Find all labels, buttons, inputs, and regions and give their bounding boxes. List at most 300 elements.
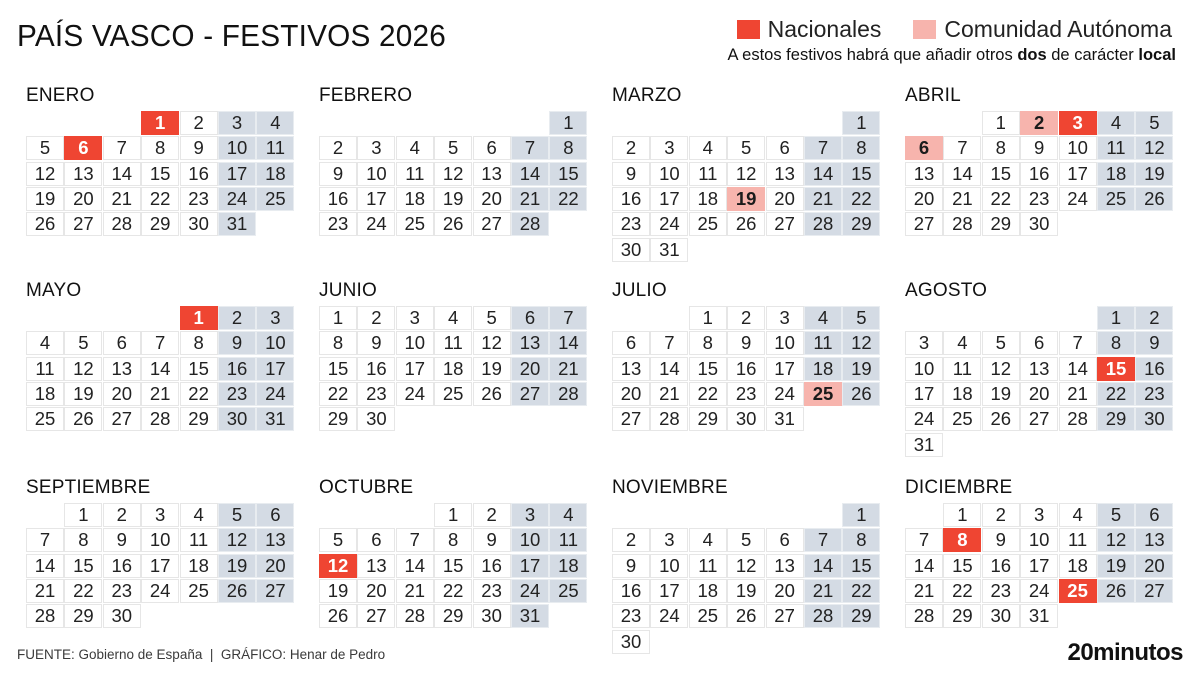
day-cell: 26 <box>982 407 1020 431</box>
month-name: ENERO <box>26 85 95 106</box>
day-cell: 8 <box>141 136 179 160</box>
day-cell: 14 <box>103 162 141 186</box>
day-cell: 12 <box>434 162 472 186</box>
day-cell: 7 <box>905 528 943 552</box>
day-cell: 9 <box>103 528 141 552</box>
day-cell: 6 <box>1020 331 1058 355</box>
day-cell: 3 <box>141 503 179 527</box>
legend-regional-label: Comunidad Autónoma <box>944 16 1172 42</box>
day-cell: 17 <box>650 579 688 603</box>
day-cell: 13 <box>766 162 804 186</box>
weekend-day: 31 <box>511 604 549 628</box>
day-cell: 8 <box>64 528 102 552</box>
day-cell: 2 <box>473 503 511 527</box>
day-cell: 5 <box>434 136 472 160</box>
weekend-day: 13 <box>256 528 294 552</box>
day-cell: 31 <box>650 238 688 262</box>
month-name: NOVIEMBRE <box>612 477 728 498</box>
day-cell: 16 <box>612 187 650 211</box>
day-cell: 30 <box>612 238 650 262</box>
day-cell: 7 <box>141 331 179 355</box>
weekend-day: 15 <box>549 162 587 186</box>
day-cell: 4 <box>26 331 64 355</box>
day-cell: 23 <box>319 212 357 236</box>
weekend-day: 21 <box>549 357 587 381</box>
weekend-day: 8 <box>842 528 880 552</box>
day-cell: 22 <box>141 187 179 211</box>
national-holiday-day: 8 <box>943 528 981 552</box>
day-cell: 17 <box>766 357 804 381</box>
day-cell: 22 <box>434 579 472 603</box>
day-cell: 28 <box>26 604 64 628</box>
day-cell: 20 <box>64 187 102 211</box>
day-cell: 14 <box>396 554 434 578</box>
weekend-day: 19 <box>1135 162 1173 186</box>
day-cell: 14 <box>905 554 943 578</box>
legend-national <box>737 16 882 43</box>
day-cell: 5 <box>727 136 765 160</box>
day-cell: 4 <box>1059 503 1097 527</box>
day-cell: 3 <box>1020 503 1058 527</box>
weekend-day: 5 <box>218 503 256 527</box>
day-cell: 16 <box>727 357 765 381</box>
day-cell: 5 <box>473 306 511 330</box>
day-cell: 8 <box>434 528 472 552</box>
day-cell: 15 <box>943 554 981 578</box>
weekend-day: 17 <box>511 554 549 578</box>
day-cell: 19 <box>434 187 472 211</box>
weekend-day: 14 <box>804 554 842 578</box>
weekend-day: 12 <box>1135 136 1173 160</box>
day-cell: 20 <box>103 382 141 406</box>
weekend-day: 21 <box>804 187 842 211</box>
day-cell: 15 <box>689 357 727 381</box>
weekend-day: 20 <box>256 554 294 578</box>
day-cell: 19 <box>727 579 765 603</box>
day-cell: 9 <box>1020 136 1058 160</box>
weekend-day: 11 <box>804 331 842 355</box>
day-cell: 17 <box>396 357 434 381</box>
day-cell: 19 <box>26 187 64 211</box>
day-cell: 24 <box>1059 187 1097 211</box>
day-cell: 11 <box>434 331 472 355</box>
day-cell: 24 <box>1020 579 1058 603</box>
day-cell: 14 <box>650 357 688 381</box>
day-cell: 5 <box>64 331 102 355</box>
weekend-day: 25 <box>1097 187 1135 211</box>
day-cell: 29 <box>982 212 1020 236</box>
month-name: ABRIL <box>905 85 961 106</box>
day-cell: 29 <box>64 604 102 628</box>
weekend-day: 15 <box>842 554 880 578</box>
day-cell: 23 <box>982 579 1020 603</box>
day-cell: 12 <box>26 162 64 186</box>
day-cell: 17 <box>650 187 688 211</box>
weekend-day: 27 <box>256 579 294 603</box>
note-prefix: A estos festivos habrá que añadir otros <box>727 46 1018 64</box>
day-cell: 2 <box>612 136 650 160</box>
weekend-day: 1 <box>1097 306 1135 330</box>
day-cell: 15 <box>180 357 218 381</box>
day-cell: 7 <box>943 136 981 160</box>
weekend-day: 2 <box>1135 306 1173 330</box>
day-cell: 15 <box>64 554 102 578</box>
weekend-day: 14 <box>511 162 549 186</box>
day-cell: 11 <box>180 528 218 552</box>
day-cell: 2 <box>103 503 141 527</box>
day-cell: 13 <box>612 357 650 381</box>
day-cell: 21 <box>141 382 179 406</box>
month-name: JULIO <box>612 280 667 301</box>
weekend-day: 19 <box>218 554 256 578</box>
day-cell: 1 <box>64 503 102 527</box>
day-cell: 3 <box>650 136 688 160</box>
day-cell: 15 <box>982 162 1020 186</box>
day-cell: 18 <box>943 382 981 406</box>
day-cell: 30 <box>357 407 395 431</box>
day-cell: 18 <box>1059 554 1097 578</box>
day-cell: 26 <box>727 604 765 628</box>
day-cell: 25 <box>689 604 727 628</box>
day-cell: 22 <box>943 579 981 603</box>
day-cell: 27 <box>905 212 943 236</box>
day-cell: 29 <box>319 407 357 431</box>
day-cell: 24 <box>396 382 434 406</box>
day-cell: 22 <box>64 579 102 603</box>
weekend-day: 17 <box>218 162 256 186</box>
day-cell: 10 <box>905 357 943 381</box>
day-cell: 21 <box>103 187 141 211</box>
weekend-day: 4 <box>1097 111 1135 135</box>
note-bold-count: dos <box>1017 46 1047 64</box>
day-cell: 29 <box>141 212 179 236</box>
weekend-day: 18 <box>256 162 294 186</box>
day-cell: 17 <box>357 187 395 211</box>
day-cell: 20 <box>1020 382 1058 406</box>
day-cell: 7 <box>396 528 434 552</box>
brand-logo: 20minutos <box>1067 639 1183 666</box>
day-cell: 28 <box>905 604 943 628</box>
day-cell: 12 <box>64 357 102 381</box>
day-cell: 12 <box>727 162 765 186</box>
day-cell: 29 <box>180 407 218 431</box>
day-cell: 25 <box>689 212 727 236</box>
weekend-day: 17 <box>256 357 294 381</box>
day-cell: 12 <box>727 554 765 578</box>
weekend-day: 20 <box>511 357 549 381</box>
weekend-day: 28 <box>511 212 549 236</box>
day-cell: 17 <box>1020 554 1058 578</box>
day-cell: 11 <box>1059 528 1097 552</box>
regional-holiday-day: 19 <box>727 187 765 211</box>
weekend-day: 30 <box>1135 407 1173 431</box>
month-name: AGOSTO <box>905 280 988 301</box>
day-cell: 23 <box>180 187 218 211</box>
day-cell: 16 <box>1020 162 1058 186</box>
day-cell: 26 <box>319 604 357 628</box>
day-cell: 5 <box>319 528 357 552</box>
day-cell: 30 <box>727 407 765 431</box>
weekend-day: 4 <box>549 503 587 527</box>
weekend-day: 8 <box>842 136 880 160</box>
weekend-day: 16 <box>218 357 256 381</box>
day-cell: 3 <box>357 136 395 160</box>
day-cell: 9 <box>180 136 218 160</box>
day-cell: 17 <box>1059 162 1097 186</box>
day-cell: 19 <box>64 382 102 406</box>
day-cell: 6 <box>612 331 650 355</box>
day-cell: 20 <box>473 187 511 211</box>
day-cell: 22 <box>319 382 357 406</box>
national-holiday-day: 25 <box>1059 579 1097 603</box>
weekend-day: 11 <box>549 528 587 552</box>
weekend-day: 22 <box>549 187 587 211</box>
weekend-day: 15 <box>842 162 880 186</box>
weekend-day: 23 <box>1135 382 1173 406</box>
weekend-day: 13 <box>511 331 549 355</box>
weekend-day: 6 <box>256 503 294 527</box>
day-cell: 19 <box>473 357 511 381</box>
day-cell: 11 <box>396 162 434 186</box>
day-cell: 2 <box>357 306 395 330</box>
weekend-day: 12 <box>842 331 880 355</box>
source-credit: FUENTE: Gobierno de España | GRÁFICO: Henar de Pedro <box>17 647 386 662</box>
day-cell: 11 <box>689 554 727 578</box>
day-cell: 13 <box>1020 357 1058 381</box>
weekend-day: 18 <box>549 554 587 578</box>
day-cell: 26 <box>64 407 102 431</box>
month-name: JUNIO <box>319 280 377 301</box>
weekend-day: 12 <box>1097 528 1135 552</box>
day-cell: 27 <box>64 212 102 236</box>
day-cell: 27 <box>612 407 650 431</box>
day-cell: 6 <box>473 136 511 160</box>
day-cell: 11 <box>26 357 64 381</box>
weekend-day: 28 <box>804 604 842 628</box>
weekend-day: 23 <box>218 382 256 406</box>
weekend-day: 1 <box>842 503 880 527</box>
month-name: FEBRERO <box>319 85 413 106</box>
day-cell: 20 <box>766 187 804 211</box>
month-name: MAYO <box>26 280 82 301</box>
day-cell: 13 <box>473 162 511 186</box>
weekend-day: 27 <box>1135 579 1173 603</box>
weekend-day: 24 <box>256 382 294 406</box>
weekend-day: 27 <box>511 382 549 406</box>
national-holiday-day: 6 <box>64 136 102 160</box>
weekend-day: 19 <box>1097 554 1135 578</box>
day-cell: 10 <box>357 162 395 186</box>
day-cell: 15 <box>319 357 357 381</box>
day-cell: 9 <box>982 528 1020 552</box>
day-cell: 24 <box>650 212 688 236</box>
day-cell: 22 <box>689 382 727 406</box>
day-cell: 17 <box>141 554 179 578</box>
day-cell: 25 <box>943 407 981 431</box>
regional-swatch <box>913 20 936 39</box>
legend-regional <box>913 16 1172 43</box>
weekend-day: 3 <box>218 111 256 135</box>
month-name: SEPTIEMBRE <box>26 477 151 498</box>
day-cell: 31 <box>1020 604 1058 628</box>
day-cell: 21 <box>396 579 434 603</box>
legend-national-label: Nacionales <box>767 16 882 42</box>
day-cell: 16 <box>612 579 650 603</box>
day-cell: 14 <box>141 357 179 381</box>
day-cell: 3 <box>766 306 804 330</box>
day-cell: 5 <box>727 528 765 552</box>
national-swatch <box>737 20 760 39</box>
day-cell: 27 <box>103 407 141 431</box>
weekend-day: 29 <box>842 212 880 236</box>
day-cell: 4 <box>943 331 981 355</box>
day-cell: 21 <box>943 187 981 211</box>
day-cell: 13 <box>64 162 102 186</box>
day-cell: 24 <box>357 212 395 236</box>
weekend-day: 22 <box>842 579 880 603</box>
weekend-day: 16 <box>1135 357 1173 381</box>
weekend-day: 2 <box>218 306 256 330</box>
regional-holiday-day: 2 <box>1020 111 1058 135</box>
day-cell: 10 <box>650 162 688 186</box>
day-cell: 16 <box>180 162 218 186</box>
day-cell: 27 <box>766 604 804 628</box>
day-cell: 29 <box>434 604 472 628</box>
day-cell: 8 <box>689 331 727 355</box>
day-cell: 29 <box>943 604 981 628</box>
day-cell: 31 <box>766 407 804 431</box>
day-cell: 30 <box>1020 212 1058 236</box>
local-holidays-note <box>727 46 1176 65</box>
day-cell: 18 <box>26 382 64 406</box>
day-cell: 24 <box>650 604 688 628</box>
day-cell: 27 <box>357 604 395 628</box>
weekend-day: 7 <box>804 528 842 552</box>
weekend-day: 4 <box>256 111 294 135</box>
national-holiday-day: 3 <box>1059 111 1097 135</box>
weekend-day: 24 <box>511 579 549 603</box>
day-cell: 9 <box>473 528 511 552</box>
day-cell: 2 <box>727 306 765 330</box>
day-cell: 1 <box>434 503 472 527</box>
day-cell: 26 <box>473 382 511 406</box>
weekend-day: 25 <box>549 579 587 603</box>
day-cell: 7 <box>1059 331 1097 355</box>
weekend-day: 21 <box>511 187 549 211</box>
note-middle: de carácter <box>1046 46 1139 64</box>
day-cell: 30 <box>103 604 141 628</box>
day-cell: 19 <box>982 382 1020 406</box>
weekend-day: 26 <box>218 579 256 603</box>
weekend-day: 28 <box>549 382 587 406</box>
day-cell: 16 <box>319 187 357 211</box>
day-cell: 21 <box>650 382 688 406</box>
weekend-day: 10 <box>256 331 294 355</box>
day-cell: 20 <box>766 579 804 603</box>
national-holiday-day: 1 <box>141 111 179 135</box>
day-cell: 13 <box>766 554 804 578</box>
weekend-day: 7 <box>804 136 842 160</box>
weekend-day: 30 <box>218 407 256 431</box>
day-cell: 24 <box>766 382 804 406</box>
weekend-day: 20 <box>1135 554 1173 578</box>
day-cell: 3 <box>396 306 434 330</box>
day-cell: 8 <box>982 136 1020 160</box>
weekend-day: 11 <box>1097 136 1135 160</box>
day-cell: 3 <box>650 528 688 552</box>
day-cell: 11 <box>689 162 727 186</box>
national-holiday-day: 15 <box>1097 357 1135 381</box>
day-cell: 10 <box>650 554 688 578</box>
month-name: MARZO <box>612 85 682 106</box>
day-cell: 19 <box>319 579 357 603</box>
day-cell: 22 <box>180 382 218 406</box>
note-bold-type: local <box>1138 46 1176 64</box>
day-cell: 6 <box>766 136 804 160</box>
day-cell: 4 <box>396 136 434 160</box>
day-cell: 18 <box>689 187 727 211</box>
national-holiday-day: 12 <box>319 554 357 578</box>
weekend-day: 3 <box>256 306 294 330</box>
day-cell: 15 <box>141 162 179 186</box>
weekend-day: 14 <box>804 162 842 186</box>
day-cell: 9 <box>319 162 357 186</box>
weekend-day: 31 <box>218 212 256 236</box>
weekend-day: 5 <box>1097 503 1135 527</box>
weekend-day: 10 <box>218 136 256 160</box>
day-cell: 12 <box>473 331 511 355</box>
weekend-day: 5 <box>842 306 880 330</box>
day-cell: 13 <box>357 554 395 578</box>
weekend-day: 3 <box>511 503 549 527</box>
weekend-day: 26 <box>1135 187 1173 211</box>
day-cell: 21 <box>1059 382 1097 406</box>
weekend-day: 29 <box>1097 407 1135 431</box>
weekend-day: 1 <box>549 111 587 135</box>
day-cell: 2 <box>612 528 650 552</box>
day-cell: 11 <box>943 357 981 381</box>
day-cell: 16 <box>473 554 511 578</box>
weekend-day: 8 <box>549 136 587 160</box>
day-cell: 3 <box>905 331 943 355</box>
day-cell: 23 <box>1020 187 1058 211</box>
day-cell: 28 <box>943 212 981 236</box>
weekend-day: 7 <box>549 306 587 330</box>
day-cell: 2 <box>982 503 1020 527</box>
weekend-day: 6 <box>1135 503 1173 527</box>
day-cell: 23 <box>727 382 765 406</box>
weekend-day: 31 <box>256 407 294 431</box>
day-cell: 10 <box>396 331 434 355</box>
day-cell: 14 <box>1059 357 1097 381</box>
weekend-day: 26 <box>842 382 880 406</box>
day-cell: 27 <box>766 212 804 236</box>
day-cell: 16 <box>357 357 395 381</box>
day-cell: 6 <box>357 528 395 552</box>
weekend-day: 4 <box>804 306 842 330</box>
day-cell: 23 <box>612 212 650 236</box>
legend <box>737 16 1172 43</box>
day-cell: 4 <box>689 136 727 160</box>
weekend-day: 8 <box>1097 331 1135 355</box>
day-cell: 29 <box>689 407 727 431</box>
day-cell: 22 <box>982 187 1020 211</box>
month-name: OCTUBRE <box>319 477 414 498</box>
day-cell: 25 <box>434 382 472 406</box>
weekend-day: 25 <box>256 187 294 211</box>
day-cell: 26 <box>26 212 64 236</box>
weekend-day: 10 <box>511 528 549 552</box>
